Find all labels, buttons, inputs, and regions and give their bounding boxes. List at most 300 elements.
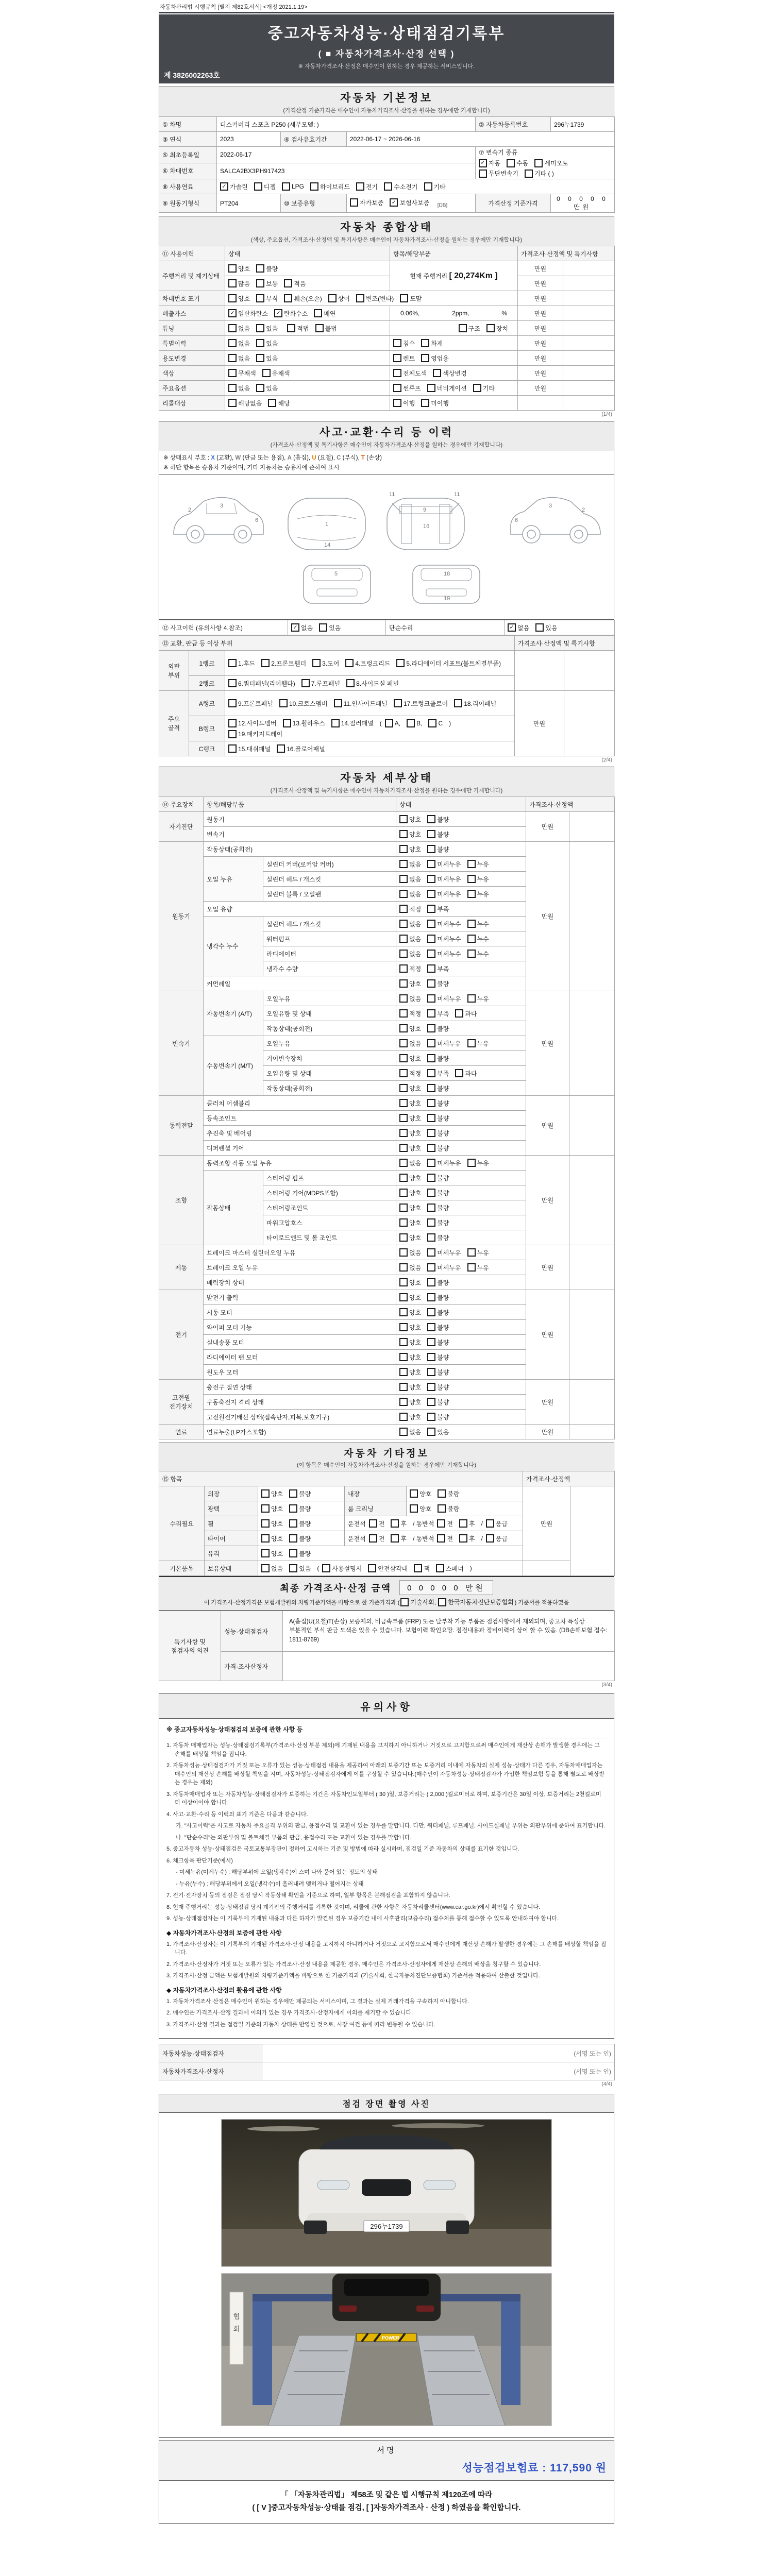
checkbox-없음[interactable] xyxy=(399,1159,421,1167)
checkbox-13.휠하우스[interactable] xyxy=(283,719,325,727)
col-item-part: 항목/해당부품 xyxy=(390,246,518,261)
item-label: 작동상태(공회전) xyxy=(204,842,396,857)
checkbox-box-icon xyxy=(427,950,435,958)
checkbox-box-icon xyxy=(467,950,476,958)
checkbox-보통[interactable] xyxy=(256,279,278,288)
checkbox-label: 4.트렁크리드 xyxy=(355,659,391,667)
checkbox-불량[interactable] xyxy=(427,1293,449,1302)
checkbox-불량[interactable] xyxy=(438,1489,459,1498)
checkbox-label: 있음 xyxy=(266,340,278,347)
checkbox-양호[interactable] xyxy=(399,1338,421,1347)
checkbox-기타[interactable] xyxy=(424,182,446,191)
checkbox-탄화수소[interactable] xyxy=(274,309,308,318)
checkbox-4.트렁크리드[interactable] xyxy=(345,659,390,668)
checkbox-양호[interactable] xyxy=(261,1489,283,1498)
car-name-value: 디스커버리 스포츠 P250 (세부모델: ) xyxy=(217,117,476,132)
checkbox-17.트렁크플로어[interactable] xyxy=(394,699,448,708)
checkbox-누유[interactable] xyxy=(467,1039,489,1048)
checkbox-label: 양호 xyxy=(409,1204,422,1212)
checkbox-있음[interactable] xyxy=(427,1428,449,1436)
checkbox-양호[interactable] xyxy=(228,264,250,273)
checkbox-있음[interactable] xyxy=(256,354,278,363)
checkbox-유채색[interactable] xyxy=(262,369,290,378)
checkbox-누수[interactable] xyxy=(467,935,489,943)
notice-section-b-title: ◆ 자동차가격조사·산정의 보증에 관한 사항 xyxy=(166,1929,282,1937)
checkbox-양호[interactable] xyxy=(399,1278,421,1287)
state-options xyxy=(396,1185,526,1200)
checkbox-A,[interactable] xyxy=(385,719,400,727)
price-cell: 만원 xyxy=(526,1290,569,1380)
checkbox-양호[interactable] xyxy=(399,830,421,839)
checkbox-양호[interactable] xyxy=(399,1024,421,1033)
checkbox-전[interactable] xyxy=(369,1519,385,1528)
checkbox-누유[interactable] xyxy=(467,875,489,884)
checkbox-5.라디에이터 서포트(볼트체결부품)[interactable] xyxy=(396,659,501,668)
legend-desc: (판금 또는 용접), xyxy=(241,455,288,461)
checkbox-11.인사이드패널[interactable] xyxy=(334,699,388,708)
legend-code: T xyxy=(361,455,365,461)
svg-text:18: 18 xyxy=(444,571,450,577)
first-reg-value: 2022-06-17 xyxy=(217,147,476,163)
checkbox-기타[interactable] xyxy=(473,384,495,393)
checkbox-후[interactable] xyxy=(391,1534,407,1543)
checkbox-있음[interactable] xyxy=(256,339,278,348)
checkbox-box-icon xyxy=(427,1293,435,1301)
svg-text:6: 6 xyxy=(515,517,518,523)
checkbox-미세누수[interactable] xyxy=(427,920,461,928)
car-name-label: ① 차명 xyxy=(159,117,217,132)
checkbox-box-icon xyxy=(399,1084,408,1092)
checkbox-무단변속기[interactable] xyxy=(479,169,518,178)
checkbox-안전삼각대[interactable] xyxy=(368,1564,408,1573)
checkbox-해당[interactable] xyxy=(268,399,290,408)
checkbox-box-icon xyxy=(284,279,292,287)
checkbox-누유[interactable] xyxy=(467,890,489,899)
checkbox-적정[interactable] xyxy=(399,1009,421,1018)
checkbox-후[interactable] xyxy=(391,1519,407,1528)
tuning-item-options xyxy=(393,324,514,333)
checkbox-적정[interactable] xyxy=(399,964,421,973)
inspection-period-label: ④ 검사유효기간 xyxy=(281,132,347,147)
rank2-options xyxy=(228,679,511,688)
checkbox-불량[interactable] xyxy=(427,845,449,854)
item-label: 커먼레일 xyxy=(204,976,396,991)
checkbox-불량[interactable] xyxy=(427,1233,449,1242)
checkbox-box-icon xyxy=(399,890,408,898)
checkbox-전기[interactable] xyxy=(356,182,378,191)
checkbox-양호[interactable] xyxy=(399,845,421,854)
tire-position-options xyxy=(348,1534,519,1543)
checkbox-불량[interactable] xyxy=(427,1413,449,1421)
checkbox-색상변경[interactable] xyxy=(433,369,466,378)
checkbox-label: 15.대쉬패널 xyxy=(238,745,271,753)
checkbox-일산화탄소[interactable] xyxy=(228,309,268,318)
checkbox-많음[interactable] xyxy=(228,279,250,288)
checkbox-box-icon xyxy=(427,1129,435,1137)
checkbox-부족[interactable] xyxy=(427,964,449,973)
checkbox-있음[interactable] xyxy=(319,623,341,632)
checkbox-미이행[interactable] xyxy=(421,399,449,408)
checkbox-누유[interactable] xyxy=(467,1159,489,1167)
checkbox-디젤[interactable] xyxy=(254,182,276,191)
checkbox-잭[interactable] xyxy=(414,1564,430,1573)
checkbox-장치[interactable] xyxy=(486,324,508,333)
checkbox-없음[interactable] xyxy=(399,875,421,884)
checkbox-부족[interactable] xyxy=(427,1009,449,1018)
item-label: 배력장치 상태 xyxy=(204,1275,396,1290)
checkbox-box-icon xyxy=(427,830,435,838)
checkbox-없음[interactable] xyxy=(399,1428,421,1436)
checkbox-양호[interactable] xyxy=(399,815,421,824)
checkbox-label: 탄화수소 xyxy=(283,310,308,317)
checkbox-양호[interactable] xyxy=(399,1144,421,1153)
special-history-items xyxy=(393,339,514,348)
checkbox-적법[interactable] xyxy=(287,324,309,333)
checkbox-미세누유[interactable] xyxy=(427,1263,461,1272)
checkbox-변조(변타)[interactable] xyxy=(356,294,394,303)
checkbox-불량[interactable] xyxy=(427,1308,449,1317)
checkbox-16.플로어패널[interactable] xyxy=(277,744,325,753)
checkbox-10.크로스멤버[interactable] xyxy=(279,699,328,708)
checkbox-훼손(오손)[interactable] xyxy=(284,294,322,303)
checkbox-LPG[interactable] xyxy=(282,182,304,191)
checkbox-양호[interactable] xyxy=(261,1519,283,1528)
checkbox-8.사이드실 패널[interactable] xyxy=(346,679,399,688)
checkbox-box-icon xyxy=(228,384,237,392)
checkbox-양호[interactable] xyxy=(261,1534,283,1543)
checkbox-썬루프[interactable] xyxy=(393,384,421,393)
checkbox-없음[interactable] xyxy=(399,1263,421,1272)
confirmation-line-2: ( [ V ]중고자동차성능·상태를 점검, [ ]자동차가격조사 · 산정 ) 하였음을 확인합니다. xyxy=(252,2503,521,2512)
table-row xyxy=(159,366,615,381)
checkbox-구조[interactable] xyxy=(459,324,480,333)
checkbox-양호[interactable] xyxy=(399,1114,421,1123)
checkbox-없음[interactable] xyxy=(291,623,313,632)
svg-text:3: 3 xyxy=(549,503,552,509)
checkbox-적음[interactable] xyxy=(284,279,306,288)
checkbox-과다[interactable] xyxy=(455,1009,477,1018)
exchange-areas-label: ⑬ 교환, 판금 등 이상 부위 xyxy=(159,636,515,651)
checkbox-box-icon xyxy=(399,1099,408,1107)
checkbox-box-icon: ✓ xyxy=(228,309,237,317)
checkbox-B,[interactable] xyxy=(407,719,422,727)
checkbox-불량[interactable] xyxy=(427,1353,449,1362)
checkbox-후[interactable] xyxy=(459,1534,475,1543)
state-options xyxy=(396,1365,526,1380)
checkbox-없음[interactable] xyxy=(399,890,421,899)
checkgroup-text: / 동반석 xyxy=(412,1535,434,1543)
checkbox-세미오토[interactable] xyxy=(534,159,568,167)
checkbox-양호[interactable] xyxy=(228,294,250,303)
checkbox-box-icon xyxy=(479,170,487,178)
checkbox-미세누유[interactable] xyxy=(427,994,461,1003)
checkbox-없음[interactable] xyxy=(228,384,250,393)
note-cell xyxy=(564,691,615,756)
checkbox-box-icon xyxy=(427,1218,435,1227)
checkbox-불량[interactable] xyxy=(427,830,449,839)
checkbox-box-icon xyxy=(454,699,462,707)
note-cell xyxy=(569,1380,615,1425)
checkbox-양호[interactable] xyxy=(261,1549,283,1558)
checkbox-네비게이션[interactable] xyxy=(427,384,467,393)
checkbox-양호[interactable] xyxy=(399,979,421,988)
checkbox-없음[interactable] xyxy=(261,1564,283,1573)
checkbox-있음[interactable] xyxy=(256,384,278,393)
checkbox-양호[interactable] xyxy=(399,1383,421,1392)
checkbox-양호[interactable] xyxy=(399,1129,421,1138)
checkbox-불량[interactable] xyxy=(438,1504,459,1513)
checkbox-무채색[interactable] xyxy=(228,369,256,378)
checkbox-label: 없음 xyxy=(409,890,422,898)
checkbox-누수[interactable] xyxy=(467,920,489,928)
item-sub-label: 스티어링 기어(MDPS포함) xyxy=(263,1185,396,1200)
price-cell: 만원 xyxy=(515,691,564,756)
checkbox-응급[interactable] xyxy=(486,1519,508,1528)
checkbox-불량[interactable] xyxy=(427,1218,449,1227)
checkbox-box-icon xyxy=(228,339,237,347)
checkbox-불량[interactable] xyxy=(289,1489,311,1498)
checkbox-label: 상이 xyxy=(338,295,350,302)
checkbox-과다[interactable] xyxy=(455,1069,477,1078)
checkbox-label: 없음 xyxy=(301,624,313,632)
checkbox-불량[interactable] xyxy=(427,1338,449,1347)
note-cell xyxy=(569,991,615,1096)
checkbox-box-icon xyxy=(399,1368,408,1376)
checkbox-누유[interactable] xyxy=(467,860,489,869)
checkbox-box-icon xyxy=(283,719,291,727)
checkbox-9.프론트패널[interactable] xyxy=(228,699,273,708)
checkbox-누유[interactable] xyxy=(467,1263,489,1272)
page-marker: (2/4) xyxy=(601,757,612,763)
checkbox-양호[interactable] xyxy=(261,1504,283,1513)
checkbox-부식[interactable] xyxy=(256,294,278,303)
inspector-signer-label: 자동차성능·상태점검자 xyxy=(159,2044,262,2062)
checkbox-없음[interactable] xyxy=(228,324,250,333)
checkbox-양호[interactable] xyxy=(399,1233,421,1242)
final-price-label: 최종 가격조사·산정 금액 xyxy=(280,1583,392,1594)
checkbox-6.쿼터패널(리어휀다)[interactable] xyxy=(228,679,295,688)
checkbox-양호[interactable] xyxy=(399,1054,421,1063)
checkgroup-text: ) xyxy=(469,1565,472,1572)
checkbox-7.루프패널[interactable] xyxy=(301,679,340,688)
checkbox-box-icon xyxy=(399,1353,408,1361)
item-label: 등속조인트 xyxy=(204,1111,396,1126)
checkbox-label: 12.사이드멤버 xyxy=(238,720,277,727)
checkbox-수동[interactable] xyxy=(507,159,528,167)
checkbox-box-icon xyxy=(399,1024,408,1032)
checkbox-label: B, xyxy=(416,719,423,727)
checkbox-자가보증[interactable] xyxy=(350,198,383,207)
checkbox-box-icon xyxy=(312,659,321,667)
checkbox-미세누수[interactable] xyxy=(427,935,461,943)
checkbox-불량[interactable] xyxy=(427,1383,449,1392)
checkbox-한국자동차진단보증협회[interactable] xyxy=(438,1598,514,1606)
checkbox-불량[interactable] xyxy=(427,1084,449,1093)
checkgroup-text: / 동반석 xyxy=(412,1520,434,1528)
checkbox-불량[interactable] xyxy=(427,979,449,988)
notice-item: 9. 성능·상태점검자는 이 기록부에 기재된 내용과 다른 하자가 발견된 경우 보증기간 내에 사후관리(보증수리) 접수처를 통해 접수할 수 있도록 안내하여야 합니다. xyxy=(166,1916,559,1922)
checkbox-렌트[interactable] xyxy=(393,354,415,363)
state-options xyxy=(396,1126,526,1141)
checkbox-3.도어[interactable] xyxy=(312,659,339,668)
checkbox-보험사보증[interactable] xyxy=(390,198,429,207)
checkbox-2.프론트휀더[interactable] xyxy=(261,659,306,668)
checkbox-도말[interactable] xyxy=(400,294,422,303)
checkbox-box-icon xyxy=(399,1218,408,1227)
checkbox-미세누유[interactable] xyxy=(427,1039,461,1048)
checkbox-미세누유[interactable] xyxy=(427,860,461,869)
warranty-note: [DB] xyxy=(437,202,448,209)
checkbox-부족[interactable] xyxy=(427,905,449,913)
checkbox-전[interactable] xyxy=(369,1534,385,1543)
checkbox-label: 불량 xyxy=(437,980,449,988)
checkbox-없음[interactable] xyxy=(399,935,421,943)
item-label: 와이퍼 모터 기능 xyxy=(204,1320,396,1335)
checkbox-양호[interactable] xyxy=(410,1504,431,1513)
checkbox-양호[interactable] xyxy=(399,1323,421,1332)
checkbox-불량[interactable] xyxy=(427,1054,449,1063)
checkbox-18.리어패널[interactable] xyxy=(454,699,496,708)
checkbox-불량[interactable] xyxy=(427,1174,449,1182)
checkbox-양호[interactable] xyxy=(399,1308,421,1317)
document-number: 제 3826002263호 xyxy=(164,71,220,79)
checkbox-이행[interactable] xyxy=(393,399,415,408)
checkbox-있음[interactable] xyxy=(256,324,278,333)
checkbox-불량[interactable] xyxy=(427,1323,449,1332)
checkbox-box-icon xyxy=(261,1564,270,1572)
checkbox-하이브리드[interactable] xyxy=(310,182,350,191)
price-cell: 만원 xyxy=(526,1425,569,1439)
checkbox-누유[interactable] xyxy=(467,1248,489,1257)
checkbox-불량[interactable] xyxy=(427,1278,449,1287)
checkbox-미세누유[interactable] xyxy=(427,890,461,899)
checkbox-box-icon xyxy=(368,1564,376,1572)
checkbox-스패너[interactable] xyxy=(436,1564,464,1573)
checkbox-불량[interactable] xyxy=(427,1129,449,1138)
checkbox-label: 불량 xyxy=(437,1353,449,1361)
checkbox-불량[interactable] xyxy=(427,1114,449,1123)
checkbox-없음[interactable] xyxy=(228,354,250,363)
checkbox-화재[interactable] xyxy=(421,339,443,348)
checkbox-양호[interactable] xyxy=(399,1398,421,1406)
checkbox-14.필러패널[interactable] xyxy=(331,719,374,727)
checkbox-양호[interactable] xyxy=(399,1353,421,1362)
emission-options xyxy=(228,309,386,318)
checkbox-전[interactable] xyxy=(437,1519,453,1528)
checkbox-1.후드[interactable] xyxy=(228,659,255,668)
mileage-state-options xyxy=(228,264,386,273)
checkbox-양호[interactable] xyxy=(399,1368,421,1377)
checkbox-19.패키지트레이[interactable] xyxy=(228,730,282,738)
checkbox-양호[interactable] xyxy=(399,1413,421,1421)
checkbox-사용설명서[interactable] xyxy=(322,1564,362,1573)
checkbox-없음[interactable] xyxy=(399,1039,421,1048)
checkbox-상이[interactable] xyxy=(328,294,350,303)
state-options xyxy=(396,1036,526,1051)
price-col-label: 가격조사·산정액 및 특기사항 xyxy=(515,636,615,651)
checkbox-label: 렌트 xyxy=(403,354,415,362)
checkbox-불량[interactable] xyxy=(427,1024,449,1033)
checkbox-불량[interactable] xyxy=(427,1204,449,1212)
checkbox-전[interactable] xyxy=(437,1534,453,1543)
checkbox-불량[interactable] xyxy=(427,1368,449,1377)
checkbox-없음[interactable] xyxy=(228,339,250,348)
checkbox-없음[interactable] xyxy=(399,950,421,958)
checkbox-box-icon xyxy=(228,324,237,332)
checkbox-box-icon xyxy=(427,1174,435,1182)
checkbox-매연[interactable] xyxy=(314,309,335,318)
checkbox-없음[interactable] xyxy=(508,623,529,632)
checkbox-양호[interactable] xyxy=(410,1489,431,1498)
checkbox-양호[interactable] xyxy=(399,1099,421,1108)
checkbox-미세누수[interactable] xyxy=(427,950,461,958)
checkbox-침수[interactable] xyxy=(393,339,415,348)
checkbox-미세누유[interactable] xyxy=(427,875,461,884)
checkbox-불량[interactable] xyxy=(427,815,449,824)
checkbox-불량[interactable] xyxy=(289,1519,311,1528)
checkbox-없음[interactable] xyxy=(399,1248,421,1257)
checkbox-누수[interactable] xyxy=(467,950,489,958)
checkbox-C[interactable] xyxy=(428,719,443,727)
checkbox-없음[interactable] xyxy=(399,860,421,869)
checkbox-label: 누유 xyxy=(477,1159,489,1167)
checkbox-없음[interactable] xyxy=(399,994,421,1003)
checkbox-기술사회,[interactable] xyxy=(400,1598,436,1606)
checkbox-불량[interactable] xyxy=(289,1534,311,1543)
checkbox-가솔린[interactable] xyxy=(220,182,248,191)
checkbox-불량[interactable] xyxy=(427,1144,449,1153)
checkbox-기타 ( )[interactable] xyxy=(525,169,554,178)
checkbox-양호[interactable] xyxy=(399,1293,421,1302)
checkbox-자동[interactable] xyxy=(479,159,500,167)
checkbox-양호[interactable] xyxy=(399,1189,421,1197)
checkbox-양호[interactable] xyxy=(399,1084,421,1093)
mileage-value: [ 20,274Km ] xyxy=(449,271,498,280)
checkbox-양호[interactable] xyxy=(399,1204,421,1212)
checkbox-불량[interactable] xyxy=(256,264,278,273)
checkbox-있음[interactable] xyxy=(535,623,557,632)
checkbox-불량[interactable] xyxy=(289,1549,311,1558)
checkbox-부족[interactable] xyxy=(427,1069,449,1078)
checkbox-해당없음[interactable] xyxy=(228,399,262,408)
checkbox-label: 미세누유 xyxy=(437,995,461,1003)
checkbox-적정[interactable] xyxy=(399,905,421,913)
checkbox-양호[interactable] xyxy=(399,1174,421,1182)
checkbox-응급[interactable] xyxy=(486,1534,508,1543)
checkbox-불법[interactable] xyxy=(315,324,337,333)
checkbox-양호[interactable] xyxy=(399,1218,421,1227)
checkbox-불량[interactable] xyxy=(427,1398,449,1406)
checkbox-불량[interactable] xyxy=(427,1099,449,1108)
checkbox-전체도색[interactable] xyxy=(393,369,427,378)
price-cell: 만원 xyxy=(518,321,563,336)
checkbox-12.사이드멤버[interactable] xyxy=(228,719,277,727)
checkbox-없음[interactable] xyxy=(399,920,421,928)
checkbox-후[interactable] xyxy=(459,1519,475,1528)
checkbox-누유[interactable] xyxy=(467,994,489,1003)
checkbox-box-icon xyxy=(391,1534,399,1543)
checkbox-불량[interactable] xyxy=(289,1504,311,1513)
checkbox-미세누유[interactable] xyxy=(427,1159,461,1167)
checkbox-적정[interactable] xyxy=(399,1069,421,1078)
checkbox-수소전기[interactable] xyxy=(384,182,417,191)
checkbox-있음[interactable] xyxy=(289,1564,311,1573)
checkbox-미세누유[interactable] xyxy=(427,1248,461,1257)
checkbox-15.대쉬패널[interactable] xyxy=(228,744,271,753)
checkbox-불량[interactable] xyxy=(427,1189,449,1197)
checkbox-영업용[interactable] xyxy=(421,354,449,363)
recall-items xyxy=(393,399,514,408)
